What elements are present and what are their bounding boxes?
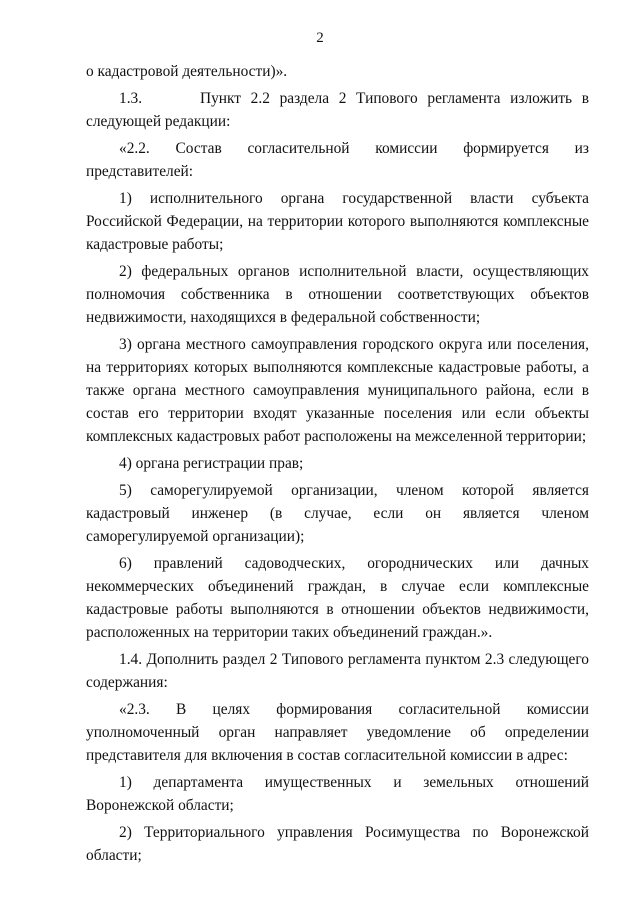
paragraph-continuation: о кадастровой деятельности)». [86, 63, 288, 80]
paragraph-subitem-1: 1) исполнительного органа государственной власти субъекта Российской Федерации, на территории которого выполняются комплексные кадастровые работы; [86, 190, 589, 253]
paragraph-address-2: 2) Территориального управления Росимущества по Воронежской области; [86, 824, 589, 864]
paragraph-subitem-2: 2) федеральных органов исполнительной власти, осуществляющих полномочия собственника в отношении соответствующих объектов недвижимости, находящихся в федеральной собственности; [86, 263, 589, 326]
paragraph-item-1-4: 1.4. Дополнить раздел 2 Типового регламента пунктом 2.3 следующего содержания: [86, 651, 589, 691]
paragraph-subitem-4: 4) органа регистрации прав; [119, 455, 304, 472]
paragraph-clause-2-2: «2.2. Состав согласительной комиссии формируется из представителей: [86, 140, 589, 180]
paragraph-item-1-3: 1.3. Пункт 2.2 раздела 2 Типового регламента изложить в следующей редакции: [86, 90, 589, 130]
page-number: 2 [316, 30, 324, 46]
paragraph-subitem-5: 5) саморегулируемой организации, членом которой является кадастровый инженер (в случае, если он является членом саморегулируемой организации); [86, 482, 589, 545]
document-body [86, 60, 589, 867]
paragraph-subitem-6: 6) правлений садоводческих, огороднических или дачных некоммерческих объединений граждан, в случае если комплексные кадастровые работы выполняются в отношении объектов недвижимости, расположенных на территории таких объединений граждан.». [86, 555, 589, 641]
paragraph-subitem-3: 3) органа местного самоуправления городского округа или поселения, на территориях которых выполняются комплексные кадастровые работы, а также органа местного самоуправления муниципального района, если в состав его территории входят указанные поселения или если объекты комплексных кадастровых работ расположены на межселенной территории; [86, 336, 589, 445]
paragraph-clause-2-3: «2.3. В целях формирования согласительной комиссии уполномоченный орган направляет уведомление об определении представителя для включения в состав согласительной комиссии в адрес: [86, 701, 589, 764]
paragraph-address-1: 1) департамента имущественных и земельных отношений Воронежской области; [86, 774, 589, 814]
